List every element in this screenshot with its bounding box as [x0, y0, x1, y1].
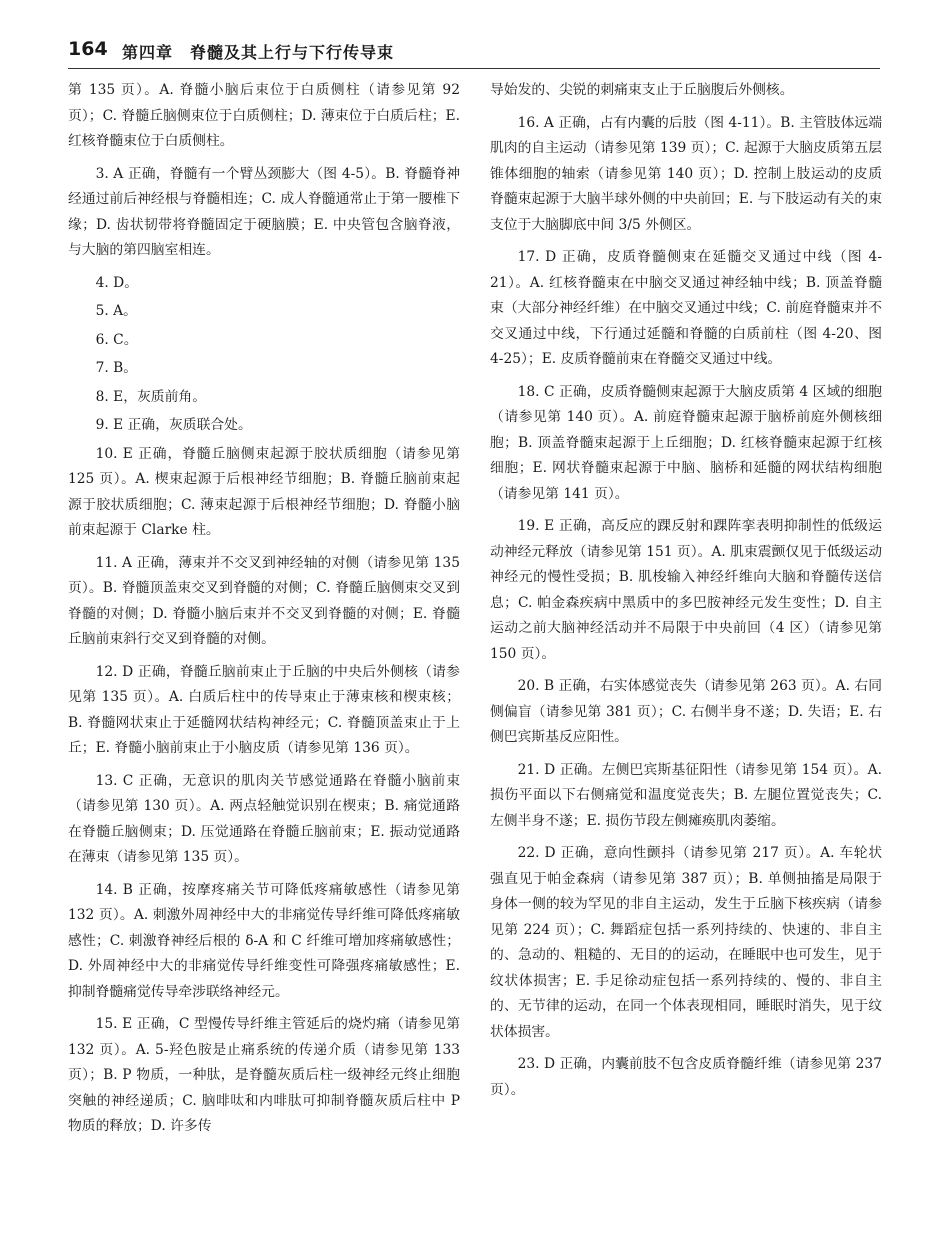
- answer-paragraph: 9. E 正确，灰质联合处。: [95, 417, 252, 433]
- answer-paragraph: 14. B 正确，按摩疼痛关节可降低疼痛敏感性（请参见第 132 页）。A. 刺激外周神经中大的非痛觉传导纤维可降低疼痛敏感性；C. 刺激脊神经后根的 δ-A 和 C 纤维可增加疼痛敏感性；D. 外周神经中大的非痛觉传导纤维变性可降强疼痛敏感性；E. 抑制脊髓痛觉传导牵涉联络神经元。: [68, 881, 460, 1000]
- answer-paragraph: 13. C 正确，无意识的肌肉关节感觉通路在脊髓小脑前束（请参见第 130 页）。A. 两点轻触觉识别在楔束；B. 痛觉通路在脊髓丘脑侧束；D. 压觉通路在脊髓丘脑前束；E. 振动觉通路在薄束（请参见第 135 页）。: [68, 772, 460, 865]
- answer-paragraph: 19. E 正确，高反应的踝反射和踝阵挛表明抑制性的低级运动神经元释放（请参见第 151 页）。A. 肌束震颤仅见于低级运动神经元的慢性受损；B. 肌梭输入神经纤维向大脑和脊髓传送信息；C. 帕金森疾病中黑质中的多巴胺神经元发生变性；D. 自主运动之前大脑神经活动并不局限于中央前回（4 区）（请参见第 150 页）。: [490, 518, 882, 662]
- answer-paragraph: 12. D 正确，脊髓丘脑前束止于丘脑的中央后外侧核（请参见第 135 页）。A. 白质后柱中的传导束止于薄束核和楔束核；B. 脊髓网状束止于延髓网状结构神经元；C. 脊髓顶盖束止于上丘；E. 脊髓小脑前束止于小脑皮质（请参见第 136 页）。: [68, 663, 460, 756]
- answer-paragraph: 6. C。: [95, 331, 138, 348]
- answer-paragraph: 8. E，灰质前角。: [95, 388, 206, 405]
- answer-paragraph: 5. A。: [95, 303, 137, 319]
- answer-paragraph: 23. D 正确，内囊前肢不包含皮质脊髓纤维（请参见第 237 页）。: [490, 1056, 882, 1098]
- answer-paragraph: 10. E 正确，脊髓丘脑侧束起源于胶状质细胞（请参见第 125 页）。A. 楔束起源于后根神经节细胞；B. 脊髓丘脑前束起源于胶状质细胞；C. 薄束起源于后根神经节细胞；D. 脊髓小脑前束起源于 Clarke 柱。: [68, 445, 460, 538]
- right-column: [490, 78, 882, 1228]
- answer-paragraph: 15. E 正确，C 型慢传导纤维主管延后的烧灼痛（请参见第 132 页）。A. 5-羟色胺是止痛系统的传递介质（请参见第 133 页）；B. P 物质，一种肽，是脊髓灰质后柱一级神经元终止细胞突触的神经递质；C. 脑啡呔和内啡肽可抑制脊髓灰质后柱中 P 物质的释放；D. 许多传: [68, 1016, 460, 1134]
- answer-paragraph: 20. B 正确，右实体感觉丧失（请参见第 263 页）。A. 右同侧偏盲（请参见第 381 页）；C. 右侧半身不遂；D. 失语；E. 右侧巴宾斯基反应阳性。: [490, 678, 882, 745]
- answer-paragraph: 17. D 正确，皮质脊髓侧束在延髓交叉通过中线（图 4-21）。A. 红核脊髓束在中脑交叉通过神经轴中线；B. 顶盖脊髓束（大部分神经纤维）在中脑交叉通过中线；C. 前庭脊髓束并不交叉通过中线，下行通过延髓和脊髓的白质前柱（图 4-20、图 4-25）；E. 皮质脊髓前束在脊髓交叉通过中线。: [490, 249, 882, 367]
- answer-paragraph: 18. C 正确，皮质脊髓侧束起源于大脑皮质第 4 区域的细胞（请参见第 140 页）。A. 前庭脊髓束起源于脑桥前庭外侧核细胞；B. 顶盖脊髓束起源于上丘细胞；D. 红核脊髓束起源于红核细胞；E. 网状脊髓束起源于中脑、脑桥和延髓的网状结构细胞（请参见第 141 页）。: [490, 383, 882, 502]
- answer-paragraph: 11. A 正确，薄束并不交叉到神经轴的对侧（请参见第 135 页）。B. 脊髓顶盖束交叉到脊髓的对侧；C. 脊髓丘脑侧束交叉到脊髓的对侧；D. 脊髓小脑后束并不交叉到脊髓的对侧；E. 脊髓丘脑前束斜行交叉到脊髓的对侧。: [68, 554, 460, 647]
- answer-paragraph: 22. D 正确，意向性颤抖（请参见第 217 页）。A. 车轮状强直见于帕金森病（请参见第 387 页）；B. 单侧抽搐是局限于身体一侧的较为罕见的非自主运动，发生于丘脑下核疾病（请参见第 224 页）；C. 舞蹈症包括一系列持续的、快速的、非自主的、急动的、粗糙的、无目的的运动，在睡眠中也可发生，见于纹状体损害；E. 手足徐动症包括一系列持续的、慢的、非自主的、无节律的运动，在同一个体表现相同，睡眠时消失，见于纹状体损害。: [490, 845, 882, 1040]
- answer-paragraph: 4. D。: [95, 274, 139, 291]
- answer-paragraph: 21. D 正确。左侧巴宾斯基征阳性（请参见第 154 页）。A. 损伤平面以下右侧痛觉和温度觉丧失；B. 左腿位置觉丧失；C. 左侧半身不遂；E. 损伤节段左侧瘫痪肌肉萎缩。: [490, 761, 882, 829]
- answer-paragraph: 16. A 正确，占有内囊的后肢（图 4-11）。B. 主管肢体远端肌肉的自主运动（请参见第 139 页）；C. 起源于大脑皮质第五层锥体细胞的轴索（请参见第 140 页）；D. 控制上肢运动的皮质脊髓束起源于大脑半球外侧的中央前回；E. 与下肢运动有关的束支位于大脑脚底中间 3/5 外侧区。: [490, 114, 882, 233]
- chapter-title: 第四章 脊髓及其上行与下行传导束: [122, 43, 395, 62]
- answer-paragraph: 3. A 正确，脊髓有一个臂丛颈膨大（图 4-5）。B. 脊髓脊神经通过前后神经根与脊髓相连；C. 成人脊髓通常止于第一腰椎下缘；D. 齿状韧带将脊髓固定于硬脑膜；E. 中央管包含脑脊液，与大脑的第四脑室相连。: [68, 165, 460, 258]
- answer-paragraph: 第 135 页）。A. 脊髓小脑后束位于白质侧柱（请参见第 92 页）；C. 脊髓丘脑侧束位于白质侧柱；D. 薄束位于白质后柱；E. 红核脊髓束位于白质侧柱。: [68, 82, 460, 149]
- answer-paragraph: 7. B。: [95, 360, 138, 376]
- page-header: [68, 38, 880, 69]
- left-column: [68, 78, 460, 1228]
- page-number: 164: [68, 38, 108, 60]
- answer-paragraph: 导始发的、尖锐的刺痛束支止于丘脑腹后外侧核。: [490, 82, 794, 98]
